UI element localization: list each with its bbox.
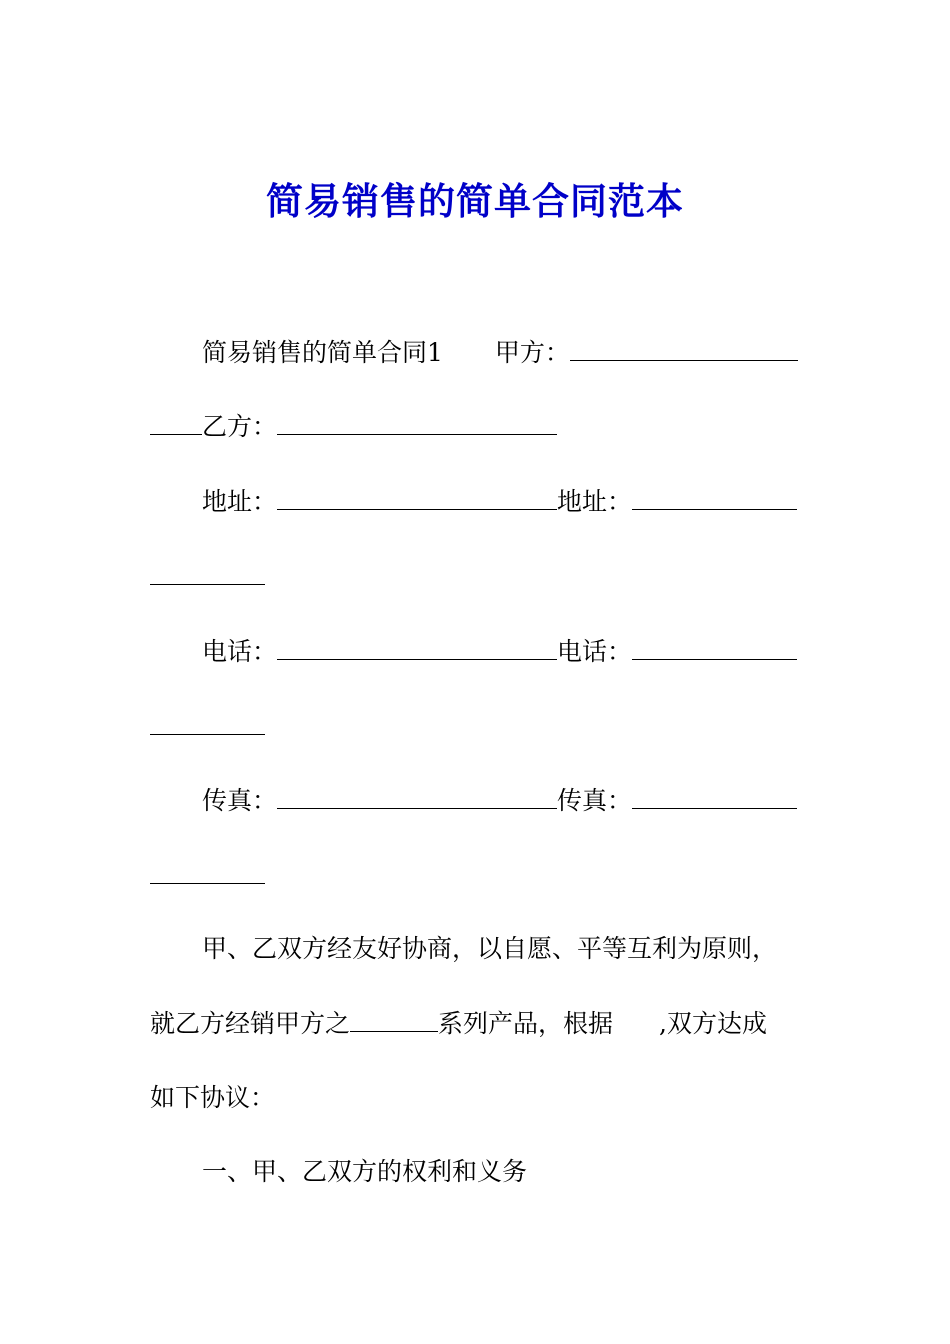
phone-b-blank[interactable] [632,633,797,660]
phone-label-b: 电话： [557,637,633,666]
party-a-blank-continued[interactable] [150,408,202,435]
product-series-blank[interactable] [350,1005,438,1032]
phone-label-a: 电话： [202,637,278,666]
fax-continued-line [150,857,810,894]
party-a-label: 甲方： [494,338,570,367]
phone-b-blank-continued[interactable] [150,708,265,735]
phone-a-blank[interactable] [277,633,557,660]
address-b-blank[interactable] [632,483,797,510]
party-b-line [150,408,810,445]
intro-line-2-after: ,双方达成 [659,1009,767,1038]
address-b-blank-continued[interactable] [150,558,265,585]
address-continued-line [150,558,810,595]
party-header-line [150,334,862,371]
party-b-blank[interactable] [277,408,557,435]
fax-line [150,782,862,819]
fax-label-b: 传真： [557,786,633,815]
address-a-blank[interactable] [277,483,557,510]
intro-line-2-before: 就乙方经销甲方之 [150,1009,351,1038]
fax-b-blank-continued[interactable] [150,857,265,884]
fax-b-blank[interactable] [632,782,797,809]
fax-a-blank[interactable] [277,782,557,809]
party-a-blank[interactable] [570,334,798,361]
document-title: 简易销售的简单合同范本 [266,180,684,223]
address-line [150,483,862,520]
address-label-a: 地址： [202,487,278,516]
contract-label: 简易销售的简单合同1 [202,338,443,367]
party-b-label: 乙方： [202,412,278,441]
intro-line-3: 如下协议： [150,1083,276,1112]
fax-label-a: 传真： [202,786,278,815]
phone-continued-line [150,708,810,745]
intro-line-1: 甲、乙双方经友好协商，以自愿、平等互利为原则， [202,934,778,963]
section-1-heading: 一、甲、乙双方的权利和义务 [202,1157,528,1186]
intro-line-2 [150,1005,810,1042]
phone-line [150,633,862,670]
intro-line-2-middle: 系列产品，根据 [438,1009,614,1038]
address-label-b: 地址： [557,487,633,516]
